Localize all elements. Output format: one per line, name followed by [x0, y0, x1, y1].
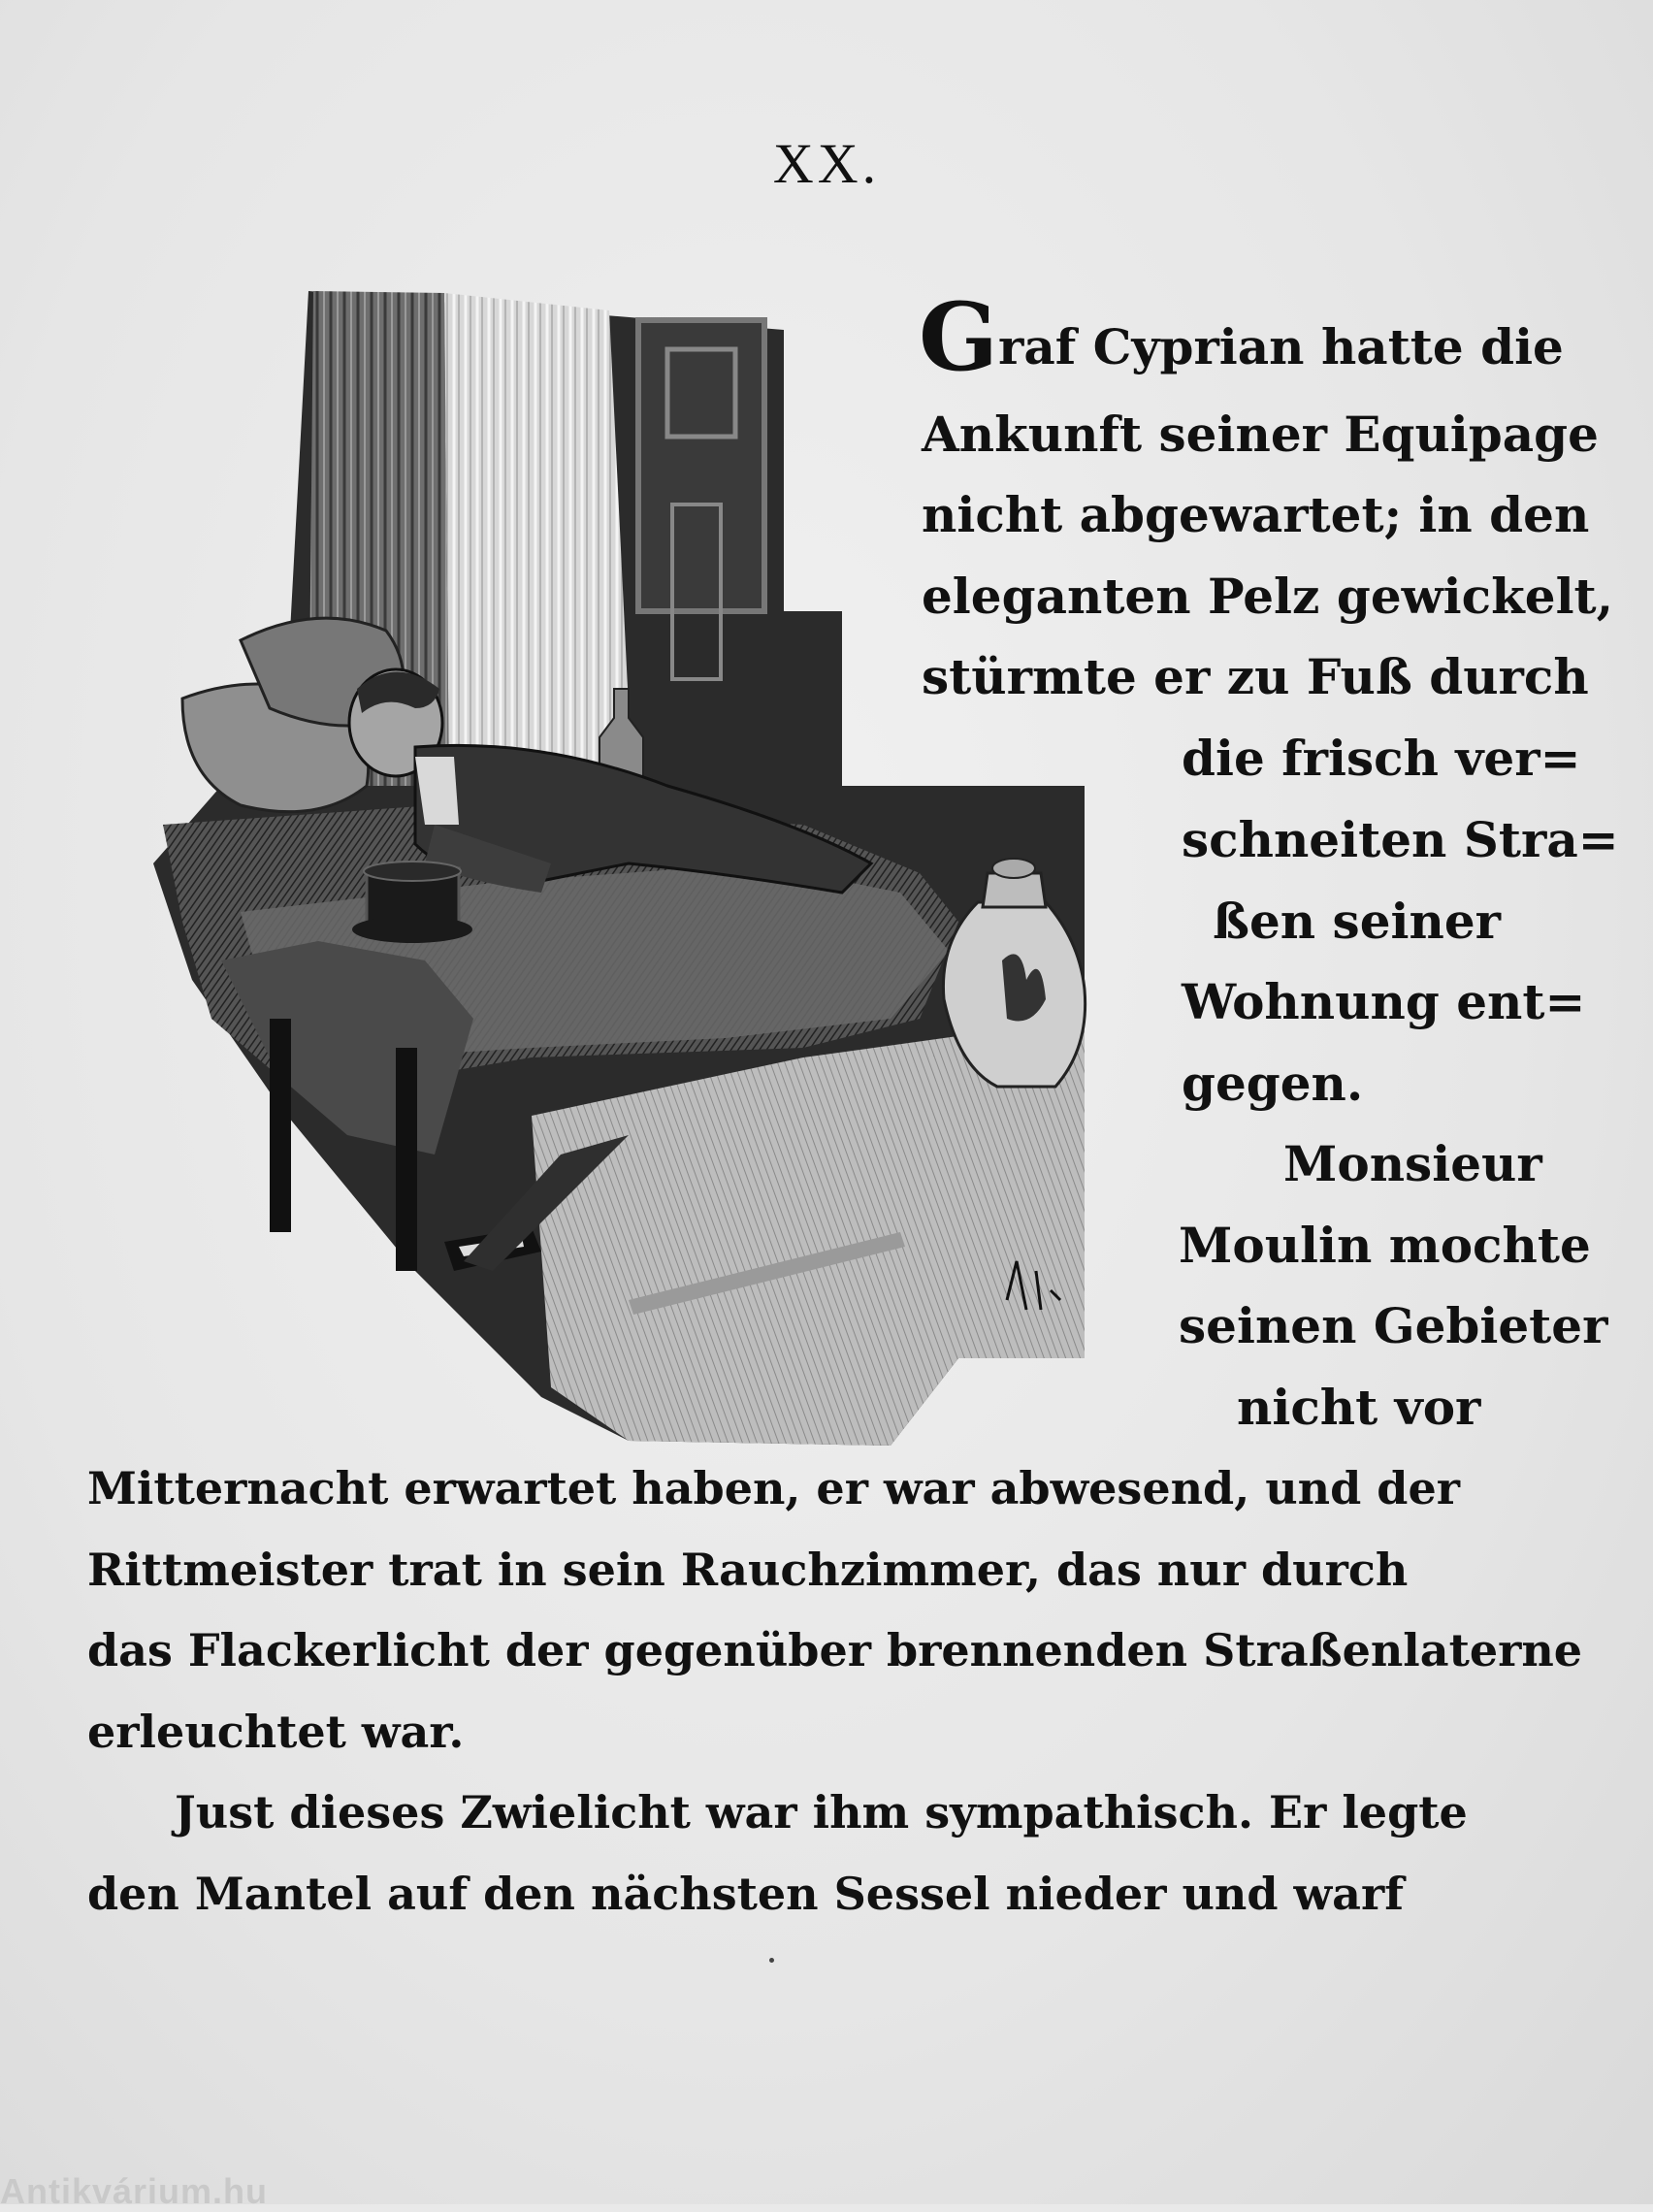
text-line: Just dieses Zwielicht war ihm sympathisch. Er legte: [175, 1786, 1468, 1838]
text-line: erleuchtet war.: [87, 1706, 465, 1758]
text-line: eleganten Pelz gewickelt,: [922, 568, 1614, 625]
text-line: Wohnung ent=: [1182, 973, 1586, 1030]
text-line: die frisch ver=: [1182, 730, 1581, 787]
text-line: das Flackerlicht der gegenüber brennenden Straßenlaterne: [87, 1624, 1583, 1676]
text-line: nicht abgewartet; in den: [922, 486, 1590, 543]
text-line: stürmte er zu Fuß durch: [922, 648, 1589, 705]
text-line: Rittmeister trat in sein Rauchzimmer, das nur durch: [87, 1544, 1409, 1596]
text-line: Graf Cyprian hatte die: [919, 282, 1564, 392]
drop-cap: G: [919, 282, 998, 392]
text-line: Moulin mochte: [1179, 1217, 1591, 1274]
text-line: Mitternacht erwartet haben, er war abwesend, und der: [87, 1462, 1460, 1514]
ink-speck: [769, 1958, 774, 1963]
text-line: den Mantel auf den nächsten Sessel nieder und warf: [87, 1868, 1404, 1920]
watermark: Antikvárium.hu: [0, 2171, 269, 2211]
text-line: Monsieur: [1283, 1135, 1542, 1192]
text-line: seinen Gebieter: [1179, 1297, 1608, 1354]
text-line: ßen seiner: [1213, 893, 1502, 950]
text-line: nicht vor: [1237, 1379, 1481, 1436]
text-line: Ankunft seiner Equipage: [922, 406, 1599, 463]
text-line: gegen.: [1182, 1055, 1364, 1112]
text-line: schneiten Stra=: [1182, 811, 1619, 868]
chapter-heading: XX.: [772, 132, 881, 195]
